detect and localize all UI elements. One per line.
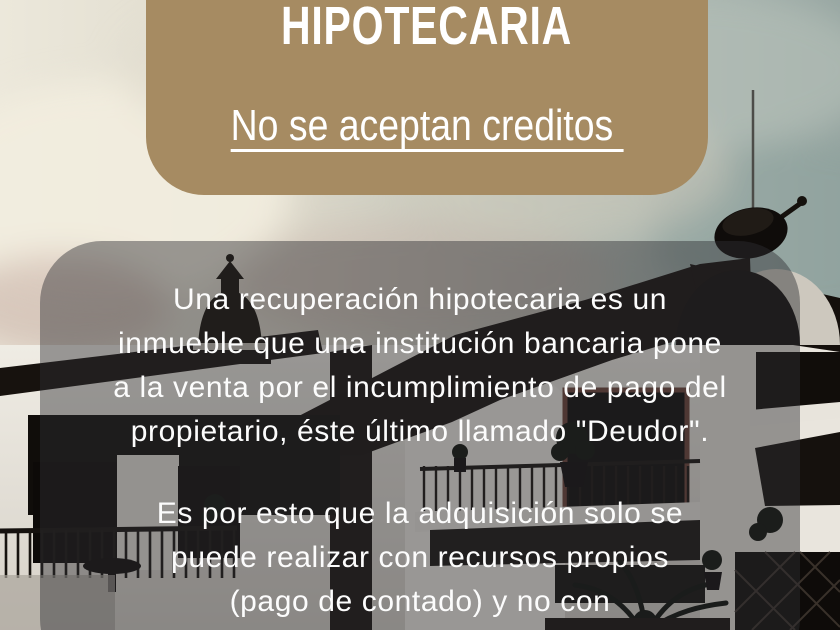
paragraph-definition — [30, 278, 810, 454]
paragraph-payment — [30, 492, 810, 624]
header-banner — [146, 0, 708, 195]
text-line: propietario, éste último llamado "Deudor". — [130, 415, 710, 448]
banner-subtitle-line — [146, 102, 708, 150]
text-line: Es por esto que la adquisición solo se — [156, 497, 684, 530]
banner-title: HIPOTECARIA — [281, 0, 573, 56]
text-line: (pago de contado) y no con — [229, 585, 611, 618]
text-line: Una recuperación hipotecaria es un — [172, 283, 668, 316]
text-line: a la venta por el incumplimiento de pago del — [113, 371, 727, 404]
text-line: puede realizar con recursos propios — [171, 541, 669, 574]
text-line: inmueble que una institución bancaria pone — [118, 327, 722, 360]
banner-subtitle: No se aceptan creditos — [230, 101, 624, 150]
banner-title-line — [146, 0, 708, 54]
